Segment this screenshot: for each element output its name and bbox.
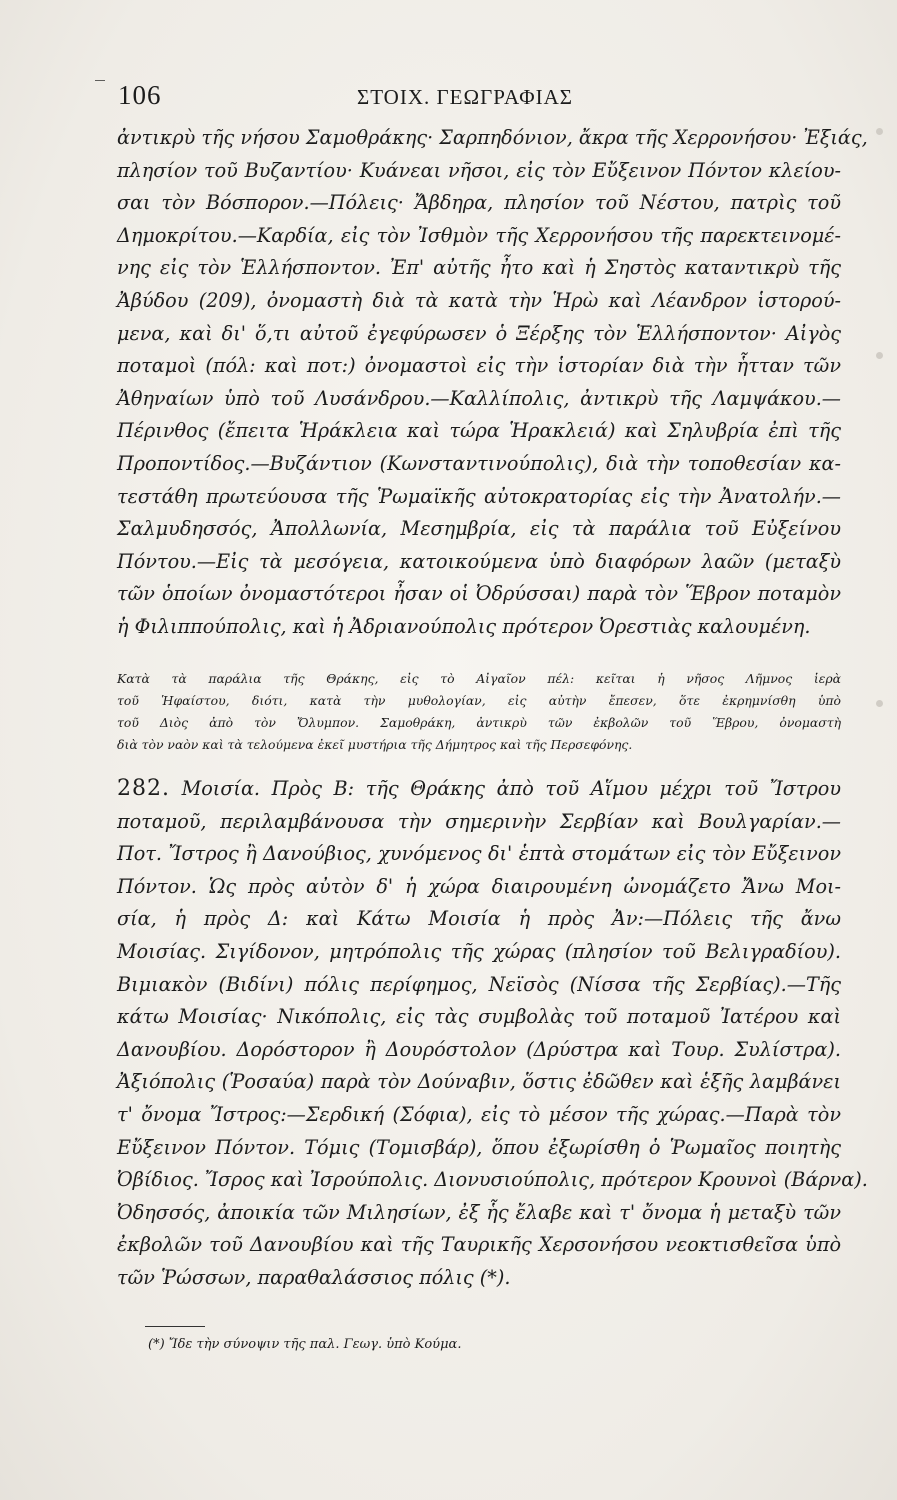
text-line: Δανουβίου. Δορόστορον ἢ Δουρόστολον (Δρύστρα καὶ Τουρ. Συλίστρα). (117, 1037, 841, 1061)
running-head: ΣΤΟΙΧ. ΓΕΩΓΡΑΦΙΑΣ (357, 85, 574, 109)
text-line: πλησίον τοῦ Βυζαντίου· Κυάνεαι νῆσοι, εἰς τὸν Εὔξεινον Πόντον κλείου- (117, 158, 841, 182)
text-line: Εὔξεινον Πόντον. Τόμις (Τομισβάρ), ὅπου ἐξωρίσθη ὁ Ῥωμαῖος ποιητὴς (117, 1135, 841, 1159)
text-line: τῶν ὁποίων ὀνομαστότεροι ἦσαν οἱ Ὀδρύσσαι) παρὰ τὸν Ἕβρον ποταμὸν (117, 582, 841, 606)
text-line: σαι τὸν Βόσπορον.—Πόλεις· Ἄβδηρα, πλησίον τοῦ Νέστου, πατρὶς τοῦ (117, 191, 841, 215)
text-line: σία, ἡ πρὸς Δ: καὶ Κάτω Μοισία ἡ πρὸς Ἀν:—Πόλεις τῆς ἄνω (117, 907, 841, 931)
text-line: ἐκβολῶν τοῦ Δανουβίου καὶ τῆς Ταυρικῆς Χερσονήσου νεοκτισθεῖσα ὑπὸ (117, 1233, 841, 1257)
text-line: Ὀδησσός, ἀποικία τῶν Μιλησίων, ἐξ ἧς ἔλαβε καὶ τ' ὄνομα ἡ μεταξὺ τῶν (117, 1200, 841, 1224)
note-line: διὰ τὸν ναὸν καὶ τὰ τελούμενα ἐκεῖ μυστήρια τῆς Δήμητρος καὶ τῆς Περσεφόνης. (117, 737, 633, 752)
text-line: τ' ὄνομα Ἴστρος:—Σερδική (Σόφια), εἰς τὸ μέσον τῆς χώρας.—Παρὰ τὸν (117, 1102, 841, 1126)
note-line: Κατὰ τὰ παράλια τῆς Θράκης, εἰς τὸ Αἰγαῖον πέλ: κεῖται ἡ νῆσος Λῆμνος ἱερὰ (117, 671, 841, 686)
footnote-rule (145, 1326, 205, 1327)
text-line: ποταμοὶ (πόλ: καὶ ποτ:) ὀνομαστοὶ εἰς τὴν ἱστορίαν διὰ τὴν ἧτταν τῶν (117, 354, 841, 378)
text-line: Ὀβίδιος. Ἴσρος καὶ Ἰσρούπολις. Διονυσιούπολις, πρότερον Κρουνοὶ (Βάρνα). (117, 1168, 868, 1192)
text-line: μενα, καὶ δι' ὅ,τι αὐτοῦ ἐγεφύρωσεν ὁ Ξέρξης τὸν Ἑλλήσποντον· Αἰγὸς (117, 321, 841, 345)
page-header (112, 80, 842, 114)
section-first-line (117, 773, 841, 806)
text-line: τεστάθη πρωτεύουσα τῆς Ῥωμαϊκῆς αὐτοκρατορίας εἰς τὴν Ἀνατολήν.— (117, 484, 841, 508)
text-line: τῶν Ῥώσσων, παραθαλάσσιος πόλις (*). (117, 1265, 511, 1289)
text-line: Προποντίδος.—Βυζάντιον (Κωνσταντινούπολις), διὰ τὴν τοποθεσίαν κα- (117, 451, 841, 475)
text-line: Πόντου.—Εἰς τὰ μεσόγεια, κατοικούμενα ὑπὸ διαφόρων λαῶν (μεταξὺ (117, 549, 841, 573)
text-line: Ἀξιόπολις (Ῥοσαύα) παρὰ τὸν Δούναβιν, ὅστις ἐδῶθεν καὶ ἑξῆς λαμβάνει (117, 1070, 841, 1094)
text-line: Μοισίας. Σιγίδονον, μητρόπολις τῆς χώρας (πλησίον τοῦ Βελιγραδίου). (117, 939, 841, 963)
text-line: ἡ Φιλιππούπολις, καὶ ἡ Ἀδριανούπολις πρότερον Ὀρεστιὰς καλουμένη. (117, 614, 811, 638)
binding-hole (876, 700, 883, 707)
section-number: 282. (117, 776, 170, 801)
text-line: νης εἰς τὸν Ἑλλήσποντον. Ἐπ' αὐτῆς ἦτο καὶ ἡ Σηστὸς καταντικρὺ τῆς (117, 256, 841, 280)
text-line: ποταμοῦ, περιλαμβάνουσα τὴν σημερινὴν Σερβίαν καὶ Βουλγαρίαν.— (117, 809, 841, 833)
note-line: τοῦ Διὸς ἀπὸ τὸν Ὄλυμπον. Σαμοθράκη, ἀντικρὺ τῶν ἐκβολῶν τοῦ Ἕβρου, ὀνομαστὴ (117, 715, 841, 730)
text-line: Ποτ. Ἴστρος ἢ Δανούβιος, χυνόμενος δι' ἑπτὰ στομάτων εἰς τὸν Εὔξεινον (117, 842, 841, 866)
page-number: 106 (118, 80, 162, 110)
footnote: (*) Ἴδε τὴν σύνοψιν τῆς παλ. Γεωγ. ὑπὸ Κούμα. (148, 1337, 462, 1352)
small-print-note (117, 668, 841, 756)
text-line: Σαλμυδησσός, Ἀπολλωνία, Μεσημβρία, εἰς τὰ παράλια τοῦ Εὐξείνου (117, 517, 841, 541)
section-282 (117, 773, 868, 1295)
text-line: κάτω Μοισίας· Νικόπολις, εἰς τὰς συμβολὰς τοῦ ποταμοῦ Ἰατέρου καὶ (117, 1005, 841, 1029)
binding-hole (876, 128, 883, 135)
text-line: Δημοκρίτου.—Καρδία, εἰς τὸν Ἰσθμὸν τῆς Χερρονήσου τῆς παρεκτεινομέ- (117, 223, 841, 247)
text-line: Πόντον. Ὡς πρὸς αὐτὸν δ' ἡ χώρα διαιρουμένη ὠνομάζετο Ἄνω Μοι- (117, 874, 841, 898)
note-line: τοῦ Ἡφαίστου, διότι, κατὰ τὴν μυθολογίαν, εἰς αὐτὴν ἔπεσεν, ὅτε ἐκρημνίσθη ὑπὸ (117, 693, 841, 708)
binding-hole (876, 352, 883, 359)
text-line: Ἀθηναίων ὑπὸ τοῦ Λυσάνδρου.—Καλλίπολις, ἀντικρὺ τῆς Λαμψάκου.— (117, 386, 841, 410)
section-first-text: Μοισία. Πρὸς Β: τῆς Θράκης ἀπὸ τοῦ Αἵμου μέχρι τοῦ Ἴστρου (181, 777, 841, 800)
text-line: Βιμιακὸν (Βιδίνι) πόλις περίφημος, Νεϊσὸς (Νίσσα τῆς Σερβίας).—Τῆς (117, 972, 841, 996)
text-line: Πέρινθος (ἔπειτα Ἡράκλεια καὶ τώρα Ἡρακλειά) καὶ Σηλυβρία ἐπὶ τῆς (117, 419, 841, 443)
margin-mark: ‾ (95, 76, 105, 100)
text-line: Ἀβύδου (209), ὀνομαστὴ διὰ τὰ κατὰ τὴν Ἡρὼ καὶ Λέανδρον ἱστορού- (117, 288, 841, 312)
main-paragraph (117, 122, 868, 644)
text-line: ἀντικρὺ τῆς νήσου Σαμοθράκης· Σαρπηδόνιον, ἄκρα τῆς Χερρονήσου· Ἐξιάς, (117, 126, 868, 149)
